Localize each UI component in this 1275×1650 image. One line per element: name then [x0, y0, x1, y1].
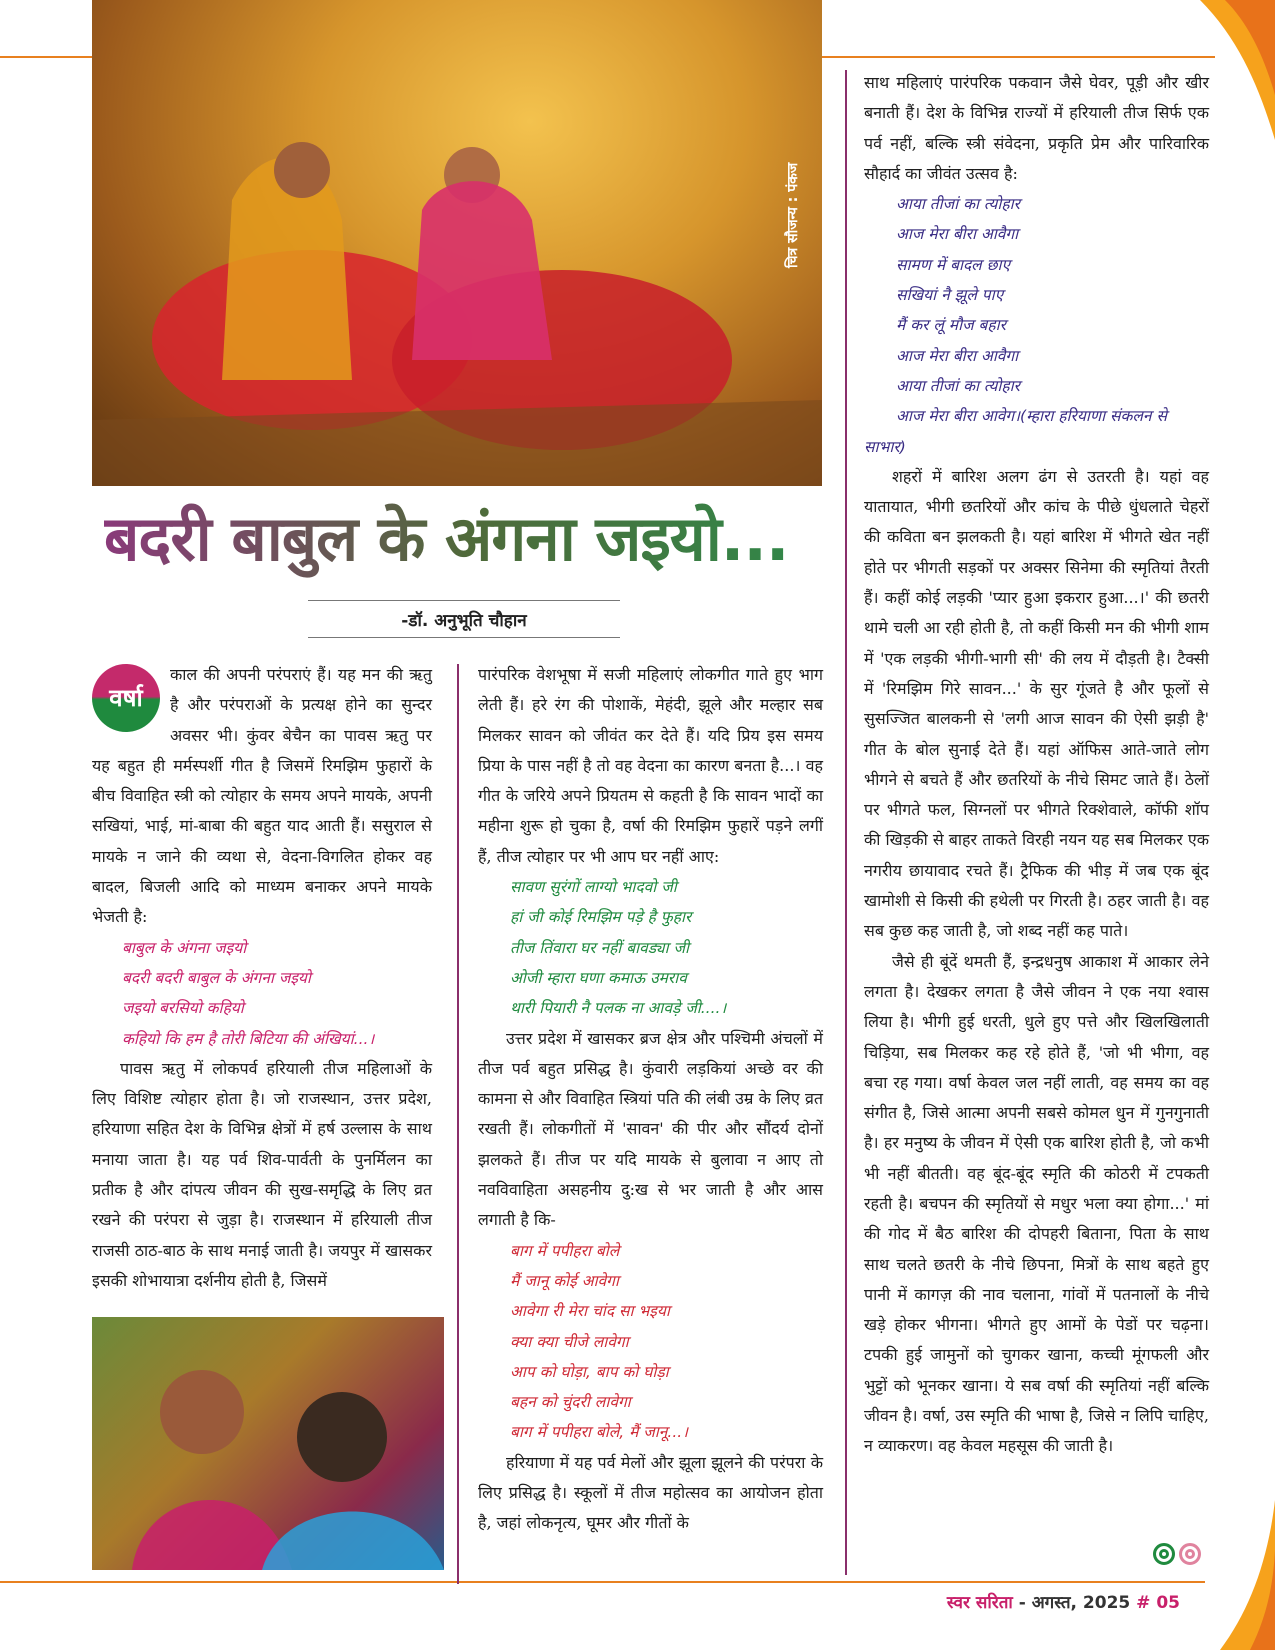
mehndi-photo: [92, 1317, 444, 1570]
column-divider: [845, 70, 847, 1575]
target-circle-icon: [1153, 1543, 1175, 1565]
verse-line: सखियां नै झूले पाए: [896, 286, 1004, 305]
verse-line: हां जी कोई रिमझिम पड़े है फुहार: [510, 908, 692, 927]
verse-line: मैं कर लूं मौज बहार: [896, 316, 1006, 335]
verse-line: बाग में पपीहरा बोले, मैं जानू...।: [510, 1423, 689, 1442]
paragraph: पावस ऋतु में लोकपर्व हरियाली तीज महिलाओं के लिए विशिष्ट त्योहार होता है। जो राजस्थान, उत्तर प्रदेश, हरियाणा सहित देश के विभिन्न क्षेत्रों में हर्ष उल्लास के साथ मनाया जाता है। यह पर्व शिव-पार्वती के पुनर्मिलन का प्रतीक है और दांपत्य जीवन की सुख-समृद्धि के लिए व्रत रखने की परंपरा से जुड़ा है। राजस्थान में हरियाली तीज राजसी ठाठ-बाठ के साथ मनाई जाती है। जयपुर में खासकर इसकी शोभायात्रा दर्शनीय होती है, जिसमें: [92, 1058, 432, 1290]
verse-line: क्या क्या चीजे लावेगा: [510, 1332, 629, 1351]
verse-line: बाबुल के अंगना जइयो: [122, 938, 247, 957]
paragraph: शहरों में बारिश अलग ढंग से उतरती है। यहां वह यातायात, भीगी छतरियों और कांच के पीछे धुंधलाते चेहरों की कविता बन झलकती है। यहां बारिश में भीगते खेत नहीं होते पर भीगती सड़कों पर अक्सर सिनेमा की स्मृतियां तैरती हैं। कहीं कोई लड़की 'प्यार हुआ इकरार हुआ...।' की छतरी थामे चली आ रही होती है, तो कहीं किसी मन की भीगी शाम में 'एक लड़की भीगी-भागी सी' की लय में दौड़ती है। टैक्सी में 'रिमझिम गिरे सावन...' के सुर गूंजते है और फूलों से सुसज्जित बालकनी से 'लगी आज सावन की ऐसी झड़ी है' गीत के बोल सुनाई देते हैं। यहां ऑफिस आते-जाते लोग भीगने से बचते हैं और छतरियों के नीचे सिमट जाते हैं। ठेलों पर भीगते फल, सिग्नलों पर भीगते रिक्शेवाले, कॉफी शॉप की खिड़की से बाहर ताकते विरही नयन यह सब मिलकर एक नगरीय छायावाद रचते हैं। ट्रैफिक की भीड़ में जब एक बूंद खामोशी से किसी की हथेली पर गिरती है। ठहर जाती है। वह सब कुछ कह जाती है, जो शब्द नहीं कह पाते।: [864, 466, 1209, 941]
verse-line: आवेगा री मेरा चांद सा भइया: [510, 1302, 670, 1321]
verse-line: तीज तिंवारा घर नहीं बावड्या जी: [510, 938, 690, 957]
verse-line: बदरी बदरी बाबुल के अंगना जइयो: [122, 968, 311, 987]
verse-line: ओजी म्हारा घणा कमाऊ उमराव: [510, 968, 687, 987]
verse-line: सामण में बादल छाए: [896, 255, 1011, 274]
verse-line: सावण सुरंगों लाग्यो भादवो जी: [510, 878, 677, 897]
verse-line: आप को घोड़ा, बाप को घोड़ा: [510, 1362, 669, 1381]
verse-line: आज मेरा बीरा आवैगा: [896, 346, 1019, 365]
paragraph: जैसे ही बूंदें थमती हैं, इन्द्रधनुष आकाश में आकार लेने लगता है। देखकर लगता है जैसे जीवन ने एक नया श्वास लिया है। भीगी हुई धरती, धुले हुए पत्ते और खिलखिलाती चिड़िया, सब मिलकर कह रहे होते हैं, 'जो भी भीगा, वह बचा रह गया। वर्षा केवल जल नहीं लाती, वह समय का वह संगीत है, जिसे आत्मा अपनी सबसे कोमल धुन में गुनगुनाती है। हर मनुष्य के जीवन में ऐसी एक बारिश होती है, जो कभी भी नहीं बीतती। वह बूंद-बूंद स्मृति की कोठरी में टपकती रहती है। बचपन की स्मृतियों से मधुर भला क्या होगा...' मां की गोद में बैठ बारिश की दोपहरी बिताना, पिता के साथ साथ चलते छतरी के नीचे छिपना, मित्रों के साथ बहते हुए पानी में कागज़ की नाव चलाना, गांवों में पतनालों के नीचे खड़े होकर भीगना। भीगते हुए आमों के पेडों पर चढ़ना। टपकी हुई जामुनों को चुगकर खाना, कच्ची मूंगफली और भुट्टों को भूनकर खाना। ये सब वर्षा की स्मृतियां नहीं बल्कि जीवन है। वर्षा, उस स्मृति की भाषा है, जिसे न लिपि चाहिए, न व्याकरण। वह केवल महसूस की जाती है।: [864, 951, 1209, 1456]
magazine-name: स्वर सरिता: [946, 1593, 1013, 1613]
text-column-1: [92, 660, 432, 1296]
verse-line: साभार): [864, 437, 906, 456]
hero-photo: [92, 0, 822, 486]
bottom-rule: [0, 1581, 1205, 1583]
author-name: -डॉ. अनुभूति चौहान: [401, 610, 527, 631]
verse-line: आया तीजां का त्योहार: [896, 195, 1020, 214]
corner-decoration-bottom: [1180, 1500, 1275, 1650]
verse-line: बहन को चुंदरी लावेगा: [510, 1393, 631, 1412]
column-divider: [457, 664, 459, 1584]
author-box: [308, 600, 620, 638]
verse-line: जइयो बरसियो कहियो: [122, 999, 244, 1018]
page-number: # 05: [1136, 1593, 1180, 1613]
paragraph: काल की अपनी परंपराएं हैं। यह मन की ऋतु है और परंपराओं के प्रत्यक्ष होने का सुन्दर अवसर भी। कुंवर बेचैन का पावस ऋतु पर यह बहुत ही मर्मस्पर्शी गीत है जिसमें रिमझिम फुहारों के बीच विवाहित स्त्री को त्योहार के समय अपने मायके, अपनी सखियां, भाई, मां-बाबा की बहुत याद आती हैं। ससुराल से मायके न जाने की व्यथा से, वेदना-विगलित होकर वह बादल, बिजली आदि को माध्यम बनाकर अपने मायके भेजती है:: [92, 665, 432, 927]
verse-line: आज मेरा बीरा आवेग।(म्हारा हरियाणा संकलन से: [896, 407, 1167, 426]
issue-date: - अगस्त, 2025: [1012, 1593, 1137, 1613]
verse-line: आज मेरा बीरा आवैगा: [896, 225, 1019, 244]
article-title: बदरी बाबुल के अंगना जइयो...: [104, 500, 834, 578]
verse-line: थारी पियारी नै पलक ना आवड़े जी....।: [510, 999, 727, 1018]
paragraph: हरियाणा में यह पर्व मेलों और झूला झूलने की परंपरा के लिए प्रसिद्ध है। स्कूलों में तीज महोत्सव का आयोजन होता है, जहां लोकनृत्य, घूमर और गीतों के: [478, 1452, 823, 1533]
end-mark-icon: [1153, 1543, 1201, 1565]
paragraph: पारंपरिक वेशभूषा में सजी महिलाएं लोकगीत गाते हुए भाग लेती हैं। हरे रंग की पोशाकें, मेहंदी, झूले और मल्हार सब मिलकर सावन को जीवंत कर देते हैं। यदि प्रिय इस समय प्रिया के पास नहीं है तो वह वेदना का कारण बनता है...। वह गीत के जरिये अपने प्रियतम से कहती है कि सावन भादों का महीना शुरू हो चुका है, वर्षा की रिमझिम फुहारें पड़ने लगीं हैं, तीज त्योहार पर भी आप घर नहीं आए:: [478, 665, 823, 866]
page-footer: [947, 1590, 1180, 1613]
text-column-2: [478, 660, 823, 1539]
verse-line: बाग में पपीहरा बोले: [510, 1241, 620, 1260]
target-circle-icon: [1179, 1543, 1201, 1565]
verse-line: आया तीजां का त्योहार: [896, 376, 1020, 395]
text-column-3: [864, 68, 1209, 1462]
dropcap-badge: वर्षा: [92, 664, 160, 732]
verse-line: मैं जानू कोई आवेगा: [510, 1271, 619, 1290]
photo-credit: चित्र सौजन्य : पंकज: [785, 162, 801, 268]
paragraph: साथ महिलाएं पारंपरिक पकवान जैसे घेवर, पूड़ी और खीर बनाती हैं। देश के विभिन्न राज्यों में हरियाली तीज सिर्फ एक पर्व नहीं, बल्कि स्त्री संवेदना, प्रकृति प्रेम और पारिवारिक सौहार्द का जीवंत उत्सव है:: [864, 73, 1209, 183]
paragraph: उत्तर प्रदेश में खासकर ब्रज क्षेत्र और पश्चिमी अंचलों में तीज पर्व बहुत प्रसिद्ध है। कुंवारी लड़कियां अच्छे वर की कामना से और विवाहित स्त्रियां पति की लंबी उम्र के लिए व्रत रखती हैं। लोकगीतों में 'सावन' की पीर और सौंदर्य दोनों झलकते हैं। तीज पर यदि मायके से बुलावा न आए तो नवविवाहिता असहनीय दु:ख से भर जाती है और आस लगाती है कि-: [478, 1028, 823, 1230]
verse-line: कहियो कि हम है तोरी बिटिया की अंखियां...।: [122, 1029, 375, 1048]
